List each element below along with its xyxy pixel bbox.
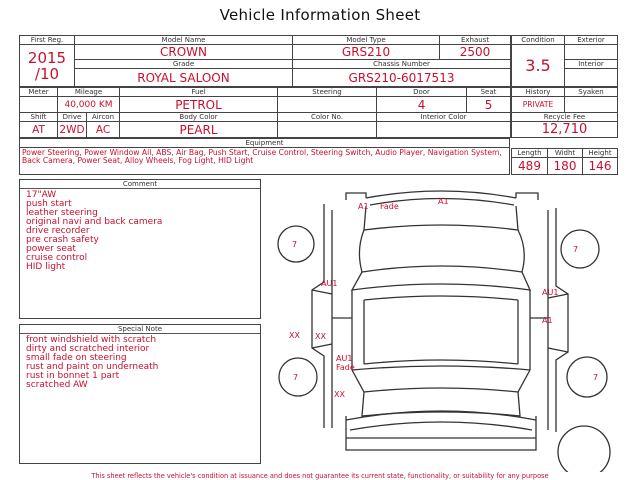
- special-note-line: front windshield with scratch: [26, 335, 157, 345]
- color-no-label: Color No.: [278, 113, 377, 122]
- car-damage-diagram: [266, 180, 640, 472]
- exhaust-label: Exhaust: [440, 36, 511, 45]
- body-color-label: Body Color: [120, 113, 278, 122]
- mark-rear-xx: XX: [334, 390, 345, 399]
- footer-disclaimer: This sheet reflects the vehicle's condition at issuance and does not guarantee its current state, functionality, or suitability for any purpose: [91, 472, 549, 480]
- interior-color-value: [377, 122, 511, 138]
- vehicle-id-table: [19, 35, 511, 87]
- door-label: Door: [377, 88, 467, 97]
- exterior-value: [565, 45, 618, 60]
- mark-rear-fade: Fade: [336, 363, 355, 372]
- mark-wheel-rr: 7: [593, 373, 599, 382]
- door-value: 4: [377, 97, 467, 113]
- model-name-value: CROWN: [75, 45, 293, 60]
- seat-value: 5: [467, 97, 511, 113]
- mark-wheel-fl: 7: [292, 240, 298, 249]
- steering-label: Steering: [278, 88, 377, 97]
- history-value: PRIVATE: [512, 97, 565, 113]
- history-table: [511, 87, 618, 138]
- chassis-value: GRS210-6017513: [293, 69, 511, 87]
- model-type-label: Model Type: [293, 36, 440, 45]
- seat-label: Seat: [467, 88, 511, 97]
- first-reg-value: [20, 45, 75, 87]
- syaken-value: [565, 97, 618, 113]
- fuel-value: PETROL: [120, 97, 278, 113]
- mark-wheel-rl: 7: [293, 373, 299, 382]
- comment-line: push start: [26, 199, 72, 209]
- mark-front-bumper-a1: A1: [358, 202, 369, 211]
- syaken-label: Syaken: [565, 88, 618, 97]
- mark-left-xx-outer: XX: [289, 331, 300, 340]
- mark-right-a1: A1: [542, 316, 553, 325]
- grade-label: Grade: [75, 60, 293, 69]
- comment-line: pre crash safety: [26, 235, 99, 245]
- model-name-label: Model Name: [75, 36, 293, 45]
- rear-bumper-outline: [350, 422, 532, 430]
- special-note-line: rust in bonnet 1 part: [26, 371, 120, 381]
- interior-label: Interior: [565, 60, 618, 69]
- wheel-front-right: [561, 230, 599, 268]
- chassis-label: Chassis Number: [293, 60, 511, 69]
- left-side-outline: [312, 204, 324, 428]
- dimensions-table: [511, 148, 618, 175]
- meter-value: [20, 97, 58, 113]
- special-note-line: small fade on steering: [26, 353, 127, 363]
- steering-value: [278, 97, 377, 113]
- special-note-label: Special Note: [20, 325, 260, 334]
- length-label: Length: [512, 149, 548, 158]
- drive-label: Drive: [58, 113, 87, 122]
- mark-left-xx-inner: XX: [315, 332, 326, 341]
- mark-right-au1: AU1: [542, 288, 559, 297]
- fuel-label: Fuel: [120, 88, 278, 97]
- aircon-value: AC: [87, 122, 120, 138]
- special-note-list: [20, 334, 260, 392]
- exhaust-value: 2500: [440, 45, 511, 60]
- body-color-value: PEARL: [120, 122, 278, 138]
- page-title: Vehicle Information Sheet: [219, 6, 421, 24]
- mark-front-bumper-fade: Fade: [380, 202, 399, 211]
- model-type-value: GRS210: [293, 45, 440, 60]
- color-no-value: [278, 122, 377, 138]
- aircon-label: Aircon: [87, 113, 120, 122]
- height-value: 146: [583, 158, 618, 175]
- first-reg-month: /10: [34, 64, 60, 83]
- wheel-rear-right: [567, 357, 607, 397]
- recycle-fee-label: Recycle Fee: [512, 113, 618, 122]
- first-reg-label: First Reg.: [20, 36, 75, 45]
- special-note-line: scratched AW: [26, 380, 88, 390]
- comment-line: drive recorder: [26, 226, 90, 236]
- condition-table: [511, 35, 618, 87]
- comment-line: power seat: [26, 244, 76, 254]
- first-reg-year: 2015: [27, 48, 67, 67]
- interior-value: [565, 69, 618, 87]
- length-value: 489: [512, 158, 548, 175]
- mark-left-au1: AU1: [321, 279, 338, 288]
- equipment-list: Power Steering, Power Window All, ABS, Air Bag, Push Start, Cruise Control, Steering Switch, Audio Player, Navigation System, Back Camera, Power Seat, Alloy Wheels, Fog Light, HID Light: [22, 148, 502, 166]
- comment-line: HID light: [26, 262, 66, 272]
- special-note-box: [19, 324, 261, 464]
- history-label: History: [512, 88, 565, 97]
- comment-box: [19, 179, 261, 319]
- mark-bonnet-a1: A1: [438, 197, 449, 206]
- comment-line: cruise control: [26, 253, 88, 263]
- mark-wheel-fr: 7: [573, 245, 579, 254]
- comment-label: Comment: [20, 180, 260, 189]
- vehicle-spec-table: [19, 87, 511, 138]
- spare-tire: [558, 426, 610, 472]
- equipment-label: Equipment: [20, 139, 510, 148]
- comment-list: [20, 189, 260, 274]
- mark-rear-au1: AU1: [336, 354, 353, 363]
- width-label: Widht: [548, 149, 583, 158]
- grade-value: ROYAL SALOON: [75, 69, 293, 87]
- condition-label: Condition: [512, 36, 565, 45]
- equipment-table: [19, 138, 510, 175]
- mileage-label: Mileage: [58, 88, 120, 97]
- special-note-line: dirty and scratched interior: [26, 344, 150, 354]
- comment-line: leather steering: [26, 208, 98, 218]
- shift-value: AT: [20, 122, 58, 138]
- mileage-value: 40,000 KM: [58, 97, 120, 113]
- exterior-label: Exterior: [565, 36, 618, 45]
- height-label: Height: [583, 149, 618, 158]
- special-note-line: rust and paint on underneath: [26, 362, 159, 372]
- drive-value: 2WD: [59, 123, 85, 136]
- meter-label: Meter: [20, 88, 58, 97]
- comment-line: 17"AW: [26, 190, 57, 200]
- recycle-fee-value: 12,710: [512, 122, 618, 138]
- condition-value: 3.5: [512, 45, 565, 87]
- shift-label: Shift: [20, 113, 58, 122]
- comment-line: original navi and back camera: [26, 217, 163, 227]
- interior-color-label: Interior Color: [377, 113, 511, 122]
- width-value: 180: [548, 158, 583, 175]
